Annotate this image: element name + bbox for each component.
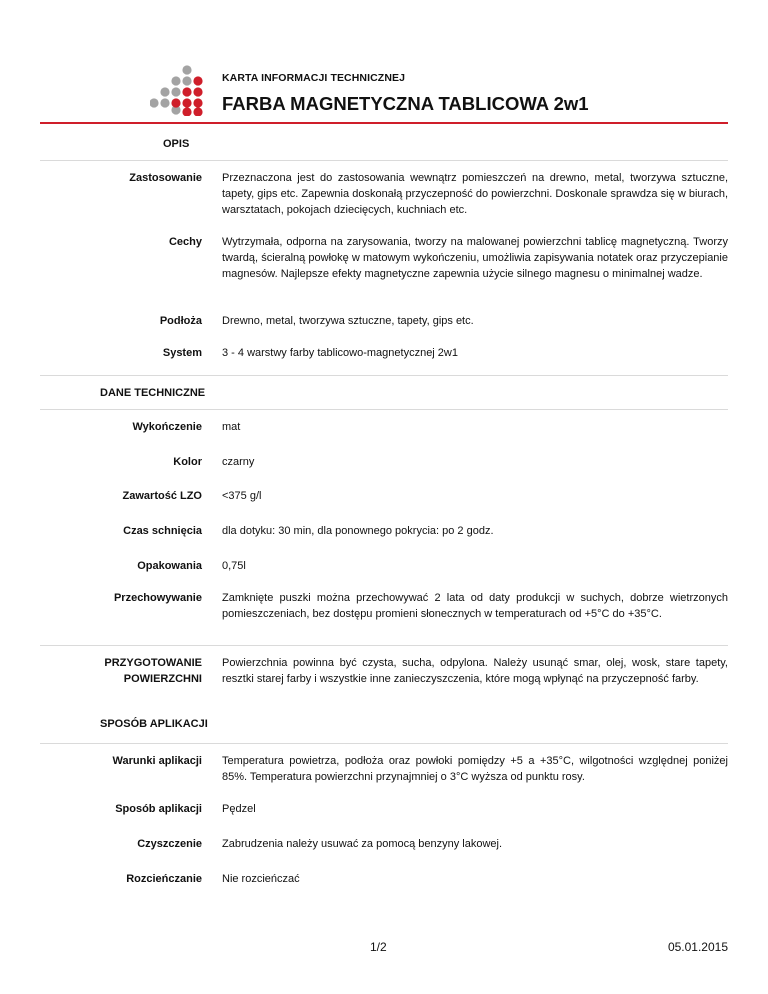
row-label-zastosowanie: Zastosowanie xyxy=(129,172,202,184)
header-divider xyxy=(40,122,728,124)
row-value-warunki-aplikacji: Temperatura powietrza, podłoża oraz powłoki pomiędzy +5 a +35°C, wilgotności względnej poniżej 85%. Temperatura powierzchni przynajmniej o 3°C wyższa od punktu rosy. xyxy=(222,755,728,784)
company-logo-icon xyxy=(150,64,206,116)
row-value-czyszczenie: Zabrudzenia należy usuwać za pomocą benzyny lakowej. xyxy=(222,838,503,850)
row-value-przechowywanie: Zamknięte puszki można przechowywać 2 lata od daty produkcji w suchych, dobrze wietrzonych pomieszczeniach, bez dostępu promieni słonecznych w temperaturach od +5°C do +35°C. xyxy=(222,592,728,621)
row-value-czas-schniecia: dla dotyku: 30 min, dla ponownego pokrycia: po 2 godz. xyxy=(222,525,494,537)
row-value-system: 3 - 4 warstwy farby tablicowo-magnetycznej 2w1 xyxy=(222,347,458,359)
section-heading-opis: OPIS xyxy=(163,138,190,150)
row-value-kolor: czarny xyxy=(222,456,255,468)
divider xyxy=(40,645,728,646)
row-label-opakowania: Opakowania xyxy=(137,560,202,572)
section-heading-dane-techniczne: DANE TECHNICZNE xyxy=(100,387,206,399)
divider xyxy=(40,409,728,410)
divider xyxy=(40,375,728,376)
row-value-cechy: Wytrzymała, odporna na zarysowania, tworzy na malowanej powierzchni tablicę magnetyczną. Tworzy twardą, ścieralną powłokę w matowym wykończeniu, umożliwia zapisywania notatek oraz przyczepianie magnesów. Najlepsze efekty magnetyczne zapewnia użycie silnego magnesu o minimalnej wadze. xyxy=(222,236,728,281)
row-label-cechy: Cechy xyxy=(168,236,202,248)
row-value-zawartosc-lzo: <375 g/l xyxy=(222,490,262,502)
row-label-sposob-aplikacji: Sposób aplikacji xyxy=(115,803,202,815)
row-label-warunki-aplikacji: Warunki aplikacji xyxy=(112,755,202,767)
row-label-czyszczenie: Czyszczenie xyxy=(137,838,202,850)
row-label-kolor: Kolor xyxy=(173,456,202,468)
row-label-wykonczenie: Wykończenie xyxy=(132,421,202,433)
section-heading-sposob-aplikacji: SPOSÓB APLIKACJI xyxy=(100,718,208,730)
row-value-rozcienczanie: Nie rozcieńczać xyxy=(222,873,300,885)
page-number: 1/2 xyxy=(370,940,387,954)
row-value-przygotowanie-powierzchni: Powierzchnia powinna być czysta, sucha, odpylona. Należy usunąć smar, olej, wosk, stare tapety, resztki starej farby i wszystkie inne zanieczyszczenia, które mogą wpłynąć na przyczepność farby. xyxy=(222,657,728,686)
row-value-wykonczenie: mat xyxy=(222,421,241,433)
row-label-podloza: Podłoża xyxy=(159,315,202,327)
row-value-zastosowanie: Przeznaczona jest do zastosowania wewnątrz pomieszczeń na drewno, metal, tworzywa sztuczne, tapety, gips etc. Zapewnia doskonałą przyczepność do powierzchni. Doskonale sprawdza się w biurach, warsztatach, pokojach dziecięcych, kuchniach etc. xyxy=(222,172,728,217)
document-type-label: KARTA INFORMACJI TECHNICZNEJ xyxy=(222,72,406,84)
row-label-system: System xyxy=(162,347,202,359)
row-label-zawartosc-lzo: Zawartość LZO xyxy=(122,490,202,502)
row-value-opakowania: 0,75l xyxy=(222,560,246,572)
row-label-przygotowanie-powierzchni: PRZYGOTOWANIE POWIERZCHNI xyxy=(104,657,202,685)
divider xyxy=(40,743,728,744)
document-date: 05.01.2015 xyxy=(667,940,728,954)
row-label-rozcienczanie: Rozcieńczanie xyxy=(126,873,202,885)
row-label-czas-schniecia: Czas schnięcia xyxy=(123,525,202,537)
row-value-podloza: Drewno, metal, tworzywa sztuczne, tapety, gips etc. xyxy=(222,315,474,327)
divider xyxy=(40,160,728,161)
product-title: FARBA MAGNETYCZNA TABLICOWA 2w1 xyxy=(222,93,589,114)
row-value-sposob-aplikacji: Pędzel xyxy=(222,803,256,815)
row-label-przechowywanie: Przechowywanie xyxy=(113,592,202,604)
